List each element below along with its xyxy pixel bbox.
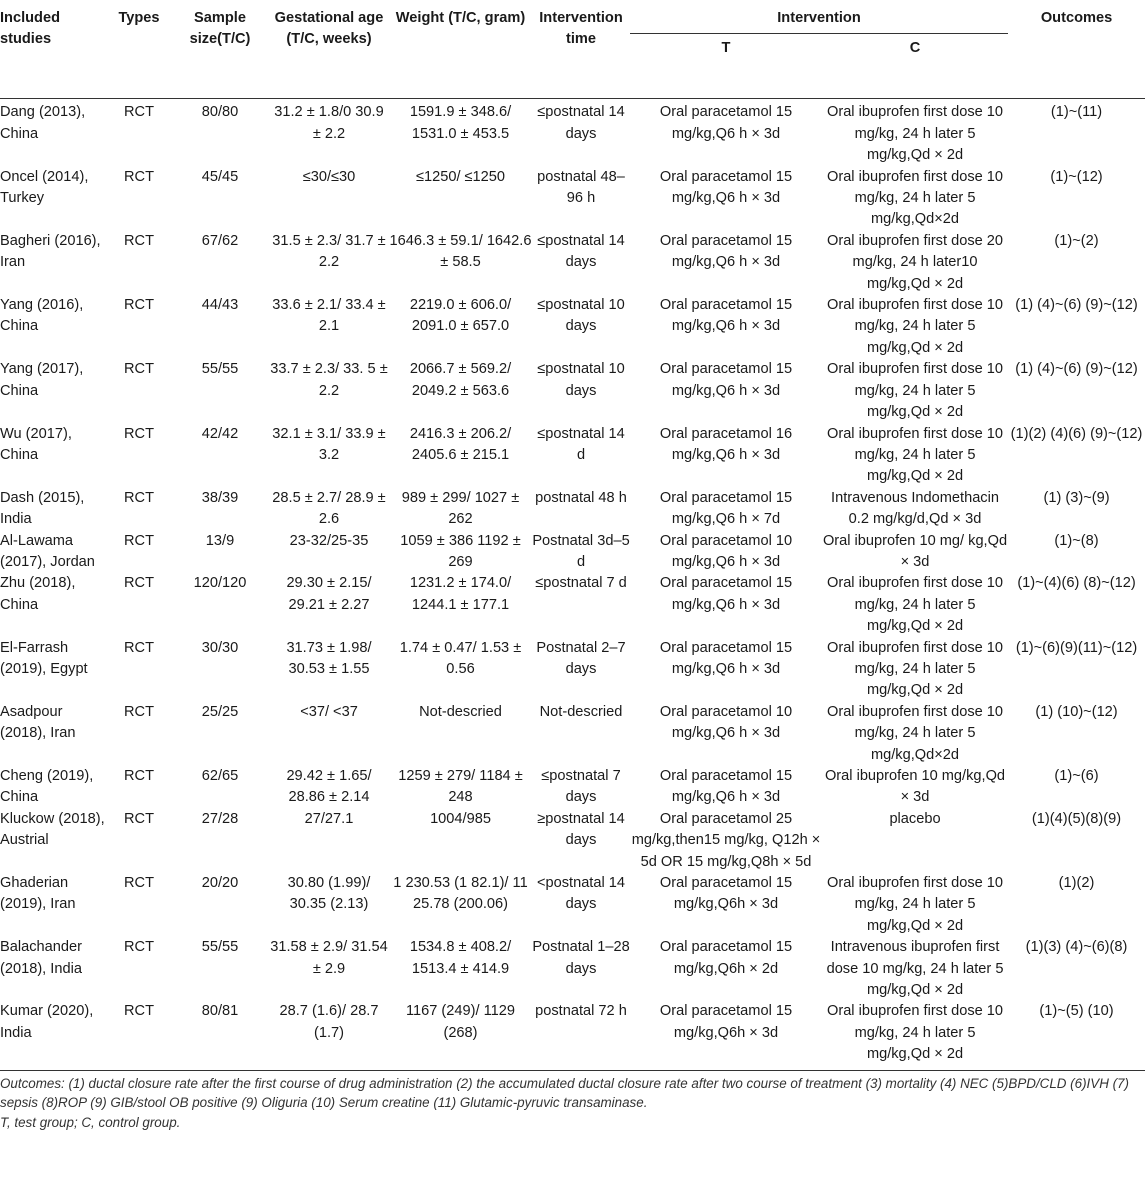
table-row — [0, 702, 1145, 766]
intervention-t-cell: Oral paracetamol 10 mg/kg,Q6 h × 3d — [659, 532, 793, 570]
intervention-t-cell: Oral paracetamol 15 mg/kg,Q6 h × 3d — [659, 575, 793, 613]
intervention-t-cell: Oral paracetamol 15 mg/kg,Q6 h × 3d — [659, 232, 793, 271]
sample-cell: 45/45 — [201, 168, 239, 185]
weight-cell: 1591.9 ± 348.6/ 1531.0 ± 453.5 — [409, 104, 512, 142]
sample-cell: 13/9 — [205, 532, 235, 549]
table-row — [0, 766, 1145, 809]
header-gestational-age: Gestational age (T/C, weeks) — [274, 10, 384, 48]
outcomes-cell: (1)(2) (4)(6) (9)~(12) — [1010, 425, 1143, 442]
intervention-c-cell: Oral ibuprofen first dose 10 mg/kg, 24 h later 5 mg/kg,Qd × 2d — [826, 575, 1004, 635]
intervention-c-cell: Oral ibuprofen 10 mg/ kg,Qd × 3d — [822, 532, 1008, 570]
sample-cell: 44/43 — [201, 297, 239, 314]
table-row — [0, 167, 1145, 231]
intervention-time-cell: ≤postnatal 14 d — [537, 425, 625, 463]
study-cell: Ghaderian (2019), Iran — [0, 875, 76, 913]
intervention-t-cell: Oral paracetamol 15 mg/kg,Q6 h × 3d — [659, 768, 793, 806]
intervention-t-cell: Oral paracetamol 15 mg/kg,Q6 h × 3d — [659, 297, 793, 335]
type-cell: RCT — [124, 532, 154, 549]
intervention-c-cell: Oral ibuprofen first dose 10 mg/kg, 24 h later 5 mg/kg,Qd×2d — [826, 703, 1004, 763]
intervention-c-cell: Intravenous ibuprofen first dose 10 mg/kg, 24 h later 5 mg/kg,Qd × 2d — [826, 939, 1004, 999]
outcomes-cell: (1) (4)~(6) (9)~(12) — [1015, 297, 1138, 314]
intervention-time-cell: postnatal 48 h — [535, 489, 627, 506]
gestational-age-cell: 30.80 (1.99)/ 30.35 (2.13) — [287, 875, 371, 913]
type-cell: RCT — [124, 104, 154, 121]
outcomes-cell: (1) (10)~(12) — [1035, 703, 1118, 720]
intervention-c-cell: Oral ibuprofen 10 mg/kg,Qd × 3d — [824, 768, 1006, 806]
gestational-age-cell: 29.42 ± 1.65/ 28.86 ± 2.14 — [286, 768, 372, 806]
study-cell: Al-Lawama (2017), Jordan — [0, 532, 95, 570]
outcomes-cell: (1)~(5) (10) — [1039, 1003, 1114, 1020]
sample-cell: 62/65 — [201, 768, 239, 784]
sample-cell: 20/20 — [201, 875, 239, 892]
intervention-c-cell: Oral ibuprofen first dose 10 mg/kg, 24 h later 5 mg/kg,Qd × 2d — [826, 639, 1004, 699]
gestational-age-cell: 23-32/25-35 — [289, 532, 369, 549]
table-row — [0, 937, 1145, 1001]
intervention-time-cell: Postnatal 2–7 days — [536, 639, 626, 677]
intervention-t-cell: Oral paracetamol 15 mg/kg,Q6 h × 3d — [659, 361, 793, 399]
weight-cell: 2066.7 ± 569.2/ 2049.2 ± 563.6 — [409, 361, 512, 399]
gestational-age-cell: 31.5 ± 2.3/ 31.7 ± 2.2 — [272, 232, 386, 271]
table-row — [0, 295, 1145, 359]
table-row — [0, 231, 1145, 295]
table-row — [0, 1001, 1145, 1065]
sample-cell: 55/55 — [201, 361, 239, 378]
intervention-c-cell: Oral ibuprofen first dose 10 mg/kg, 24 h later 5 mg/kg,Qd × 2d — [826, 104, 1004, 164]
study-cell: Balachander (2018), India — [0, 939, 82, 977]
header-t: T — [721, 40, 731, 57]
type-cell: RCT — [124, 639, 154, 656]
type-cell: RCT — [124, 489, 154, 506]
gestational-age-cell: 28.5 ± 2.7/ 28.9 ± 2.6 — [272, 489, 386, 528]
table-row — [0, 424, 1145, 488]
type-cell: RCT — [124, 939, 154, 956]
intervention-time-cell: ≤postnatal 10 days — [537, 297, 625, 335]
type-cell: RCT — [124, 232, 154, 249]
intervention-t-cell: Oral paracetamol 15 mg/kg,Q6 h × 7d — [659, 489, 793, 528]
study-cell: Zhu (2018), China — [0, 575, 76, 613]
header-types: Types — [118, 10, 160, 26]
sample-cell: 55/55 — [201, 939, 239, 956]
weight-cell: 1231.2 ± 174.0/ 1244.1 ± 177.1 — [409, 575, 512, 613]
gestational-age-cell: 31.73 ± 1.98/ 30.53 ± 1.55 — [286, 639, 372, 677]
gestational-age-cell: 28.7 (1.6)/ 28.7 (1.7) — [279, 1003, 379, 1041]
table-row — [0, 488, 1145, 531]
header-outcomes: Outcomes — [1040, 10, 1113, 26]
gestational-age-cell: <37/ <37 — [300, 703, 358, 720]
study-cell: Oncel (2014), Turkey — [0, 168, 89, 207]
header-intervention: Intervention — [630, 0, 1008, 34]
study-cell: Dash (2015), India — [0, 489, 85, 528]
outcomes-cell: (1) (3)~(9) — [1043, 489, 1110, 506]
study-cell: Yang (2016), China — [0, 297, 84, 335]
intervention-time-cell: ≤postnatal 7 days — [541, 768, 621, 806]
intervention-t-cell: Oral paracetamol 15 mg/kg,Q6h × 2d — [659, 939, 793, 977]
intervention-c-cell: Intravenous Indomethacin 0.2 mg/kg/d,Qd × 3d — [831, 489, 999, 528]
table-row — [0, 638, 1145, 702]
header-c: C — [909, 40, 921, 57]
header-intervention-time: Intervention time — [539, 10, 623, 48]
sample-cell: 38/39 — [201, 489, 239, 506]
outcomes-cell: (1)(3) (4)~(6)(8) — [1025, 939, 1128, 956]
weight-cell: 1.74 ± 0.47/ 1.53 ± 0.56 — [399, 639, 522, 677]
outcomes-cell: (1)~(11) — [1050, 104, 1103, 121]
gestational-age-cell: 33.6 ± 2.1/ 33.4 ± 2.1 — [272, 297, 386, 335]
weight-cell: 1259 ± 279/ 1184 ± 248 — [398, 768, 523, 806]
intervention-time-cell: ≥postnatal 14 days — [537, 810, 625, 849]
weight-cell: 1646.3 ± 59.1/ 1642.6 ± 58.5 — [389, 232, 532, 271]
intervention-time-cell: postnatal 72 h — [535, 1003, 627, 1020]
header-weight: Weight (T/C, gram) — [395, 10, 526, 26]
type-cell: RCT — [124, 1003, 154, 1020]
intervention-c-cell: Oral ibuprofen first dose 20 mg/kg, 24 h later10 mg/kg,Qd × 2d — [826, 232, 1004, 292]
sample-cell: 30/30 — [201, 639, 239, 656]
study-cell: Yang (2017), China — [0, 361, 84, 399]
intervention-t-cell: Oral paracetamol 10 mg/kg,Q6 h × 3d — [659, 703, 793, 742]
outcomes-cell: (1)(4)(5)(8)(9) — [1031, 810, 1122, 827]
study-cell: Wu (2017), China — [0, 425, 72, 463]
weight-cell: 1534.8 ± 408.2/ 1513.4 ± 414.9 — [409, 939, 512, 977]
gestational-age-cell: ≤30/≤30 — [302, 168, 356, 185]
study-cell: Kumar (2020), India — [0, 1003, 94, 1041]
weight-cell: 1059 ± 386 1192 ± 269 — [400, 532, 521, 570]
gestational-age-cell: 27/27.1 — [304, 810, 354, 827]
footnote-groups: T, test group; C, control group. — [0, 1114, 181, 1130]
outcomes-cell: (1)~(8) — [1054, 532, 1099, 549]
sample-cell: 80/80 — [201, 104, 239, 121]
weight-cell: 1167 (249)/ 1129 (268) — [406, 1003, 515, 1041]
header-sample: Sample size(T/C) — [189, 10, 251, 48]
sample-cell: 42/42 — [201, 425, 239, 442]
gestational-age-cell: 31.2 ± 1.8/0 30.9 ± 2.2 — [274, 104, 384, 142]
weight-cell: 1 230.53 (1 82.1)/ 11 25.78 (200.06) — [393, 875, 528, 913]
study-cell: Cheng (2019), China — [0, 768, 94, 806]
intervention-time-cell: ≤postnatal 14 days — [537, 104, 625, 142]
outcomes-cell: (1) (4)~(6) (9)~(12) — [1015, 361, 1138, 378]
intervention-c-cell: Oral ibuprofen first dose 10 mg/kg, 24 h later 5 mg/kg,Qd × 2d — [826, 297, 1004, 356]
intervention-time-cell: ≤postnatal 14 days — [537, 232, 625, 271]
outcomes-cell: (1)~(12) — [1050, 168, 1103, 185]
type-cell: RCT — [124, 768, 154, 784]
type-cell: RCT — [124, 703, 154, 720]
intervention-t-cell: Oral paracetamol 15 mg/kg,Q6 h × 3d — [659, 168, 793, 207]
outcomes-cell: (1)~(4)(6) (8)~(12) — [1017, 575, 1136, 592]
sample-cell: 80/81 — [201, 1003, 239, 1020]
sample-cell: 67/62 — [201, 232, 239, 249]
table-row — [0, 809, 1145, 873]
type-cell: RCT — [124, 875, 154, 892]
table-row — [0, 359, 1145, 423]
intervention-time-cell: postnatal 48–96 h — [537, 168, 625, 207]
weight-cell: 2416.3 ± 206.2/ 2405.6 ± 215.1 — [409, 425, 512, 463]
outcomes-cell: (1)~(6) — [1054, 768, 1099, 784]
study-cell: Asadpour (2018), Iran — [0, 703, 76, 742]
table-row — [0, 873, 1145, 937]
type-cell: RCT — [124, 168, 154, 185]
intervention-c-cell: placebo — [889, 810, 941, 827]
footnote-outcomes: Outcomes: (1) ductal closure rate after the first course of drug administration (2) the accumulated ductal closure rate after two course of treatment (3) mortality (4) NEC (5)BPD/CLD (6)IVH (7) sepsis (8)ROP (9) GIB/stool OB positive (9) Oliguria (10) Serum creatine (11) Glutamic-pyruvic transaminase. — [0, 1075, 1129, 1111]
type-cell: RCT — [124, 425, 154, 442]
type-cell: RCT — [124, 297, 154, 314]
outcomes-cell: (1)~(6)(9)(11)~(12) — [1015, 639, 1138, 656]
outcomes-cell: (1)~(2) — [1054, 232, 1099, 249]
table-row — [0, 531, 1145, 574]
gestational-age-cell: 31.58 ± 2.9/ 31.54 ± 2.9 — [270, 939, 388, 977]
intervention-c-cell: Oral ibuprofen first dose 10 mg/kg, 24 h later 5 mg/kg,Qd × 2d — [826, 425, 1004, 485]
intervention-time-cell: Postnatal 3d–5 d — [532, 532, 630, 570]
outcomes-cell: (1)(2) — [1058, 875, 1095, 892]
intervention-c-cell: Oral ibuprofen first dose 10 mg/kg, 24 h later 5 mg/kg,Qd × 2d — [826, 1003, 1004, 1063]
study-cell: El-Farrash (2019), Egypt — [0, 639, 88, 677]
intervention-time-cell: Not-descried — [539, 703, 623, 720]
study-cell: Bagheri (2016), Iran — [0, 232, 101, 271]
intervention-c-cell: Oral ibuprofen first dose 10 mg/kg, 24 h later 5 mg/kg,Qd × 2d — [826, 361, 1004, 421]
weight-cell: 989 ± 299/ 1027 ± 262 — [401, 489, 520, 528]
gestational-age-cell: 32.1 ± 3.1/ 33.9 ± 3.2 — [272, 425, 386, 463]
weight-cell: 2219.0 ± 606.0/ 2091.0 ± 657.0 — [409, 297, 512, 335]
intervention-time-cell: ≤postnatal 7 d — [535, 575, 627, 592]
gestational-age-cell: 33.7 ± 2.3/ 33. 5 ± 2.2 — [270, 361, 388, 399]
intervention-t-cell: Oral paracetamol 15 mg/kg,Q6h × 3d — [659, 1003, 793, 1041]
intervention-t-cell: Oral paracetamol 15 mg/kg,Q6 h × 3d — [659, 639, 793, 677]
intervention-t-cell: Oral paracetamol 16 mg/kg,Q6 h × 3d — [659, 425, 793, 463]
intervention-c-cell: Oral ibuprofen first dose 10 mg/kg, 24 h later 5 mg/kg,Qd × 2d — [826, 875, 1004, 934]
weight-cell: 1004/985 — [430, 810, 491, 827]
intervention-t-cell: Oral paracetamol 25 mg/kg,then15 mg/kg, Q12h × 5d OR 15 mg/kg,Q8h × 5d — [631, 810, 821, 870]
intervention-t-cell: Oral paracetamol 15 mg/kg,Q6 h × 3d — [659, 104, 793, 142]
intervention-time-cell: <postnatal 14 days — [536, 875, 626, 913]
sample-cell: 27/28 — [201, 810, 239, 827]
header-studies: Included studies — [0, 10, 60, 48]
gestational-age-cell: 29.30 ± 2.15/ 29.21 ± 2.27 — [286, 575, 372, 613]
sample-cell: 25/25 — [201, 703, 239, 720]
study-cell: Kluckow (2018), Austrial — [0, 810, 105, 849]
table-footnotes — [0, 1070, 1145, 1133]
intervention-time-cell: ≤postnatal 10 days — [537, 361, 625, 399]
type-cell: RCT — [124, 810, 154, 827]
sample-cell: 120/120 — [193, 575, 247, 592]
intervention-t-cell: Oral paracetamol 15 mg/kg,Q6h × 3d — [659, 875, 793, 913]
table-row — [0, 573, 1145, 637]
intervention-c-cell: Oral ibuprofen first dose 10 mg/kg, 24 h later 5 mg/kg,Qd×2d — [826, 168, 1004, 228]
intervention-time-cell: Postnatal 1–28 days — [532, 939, 630, 977]
weight-cell: ≤1250/ ≤1250 — [415, 168, 506, 185]
type-cell: RCT — [124, 575, 154, 592]
table-row — [0, 99, 1145, 167]
weight-cell: Not-descried — [419, 703, 502, 720]
study-cell: Dang (2013), China — [0, 104, 86, 142]
type-cell: RCT — [124, 361, 154, 378]
